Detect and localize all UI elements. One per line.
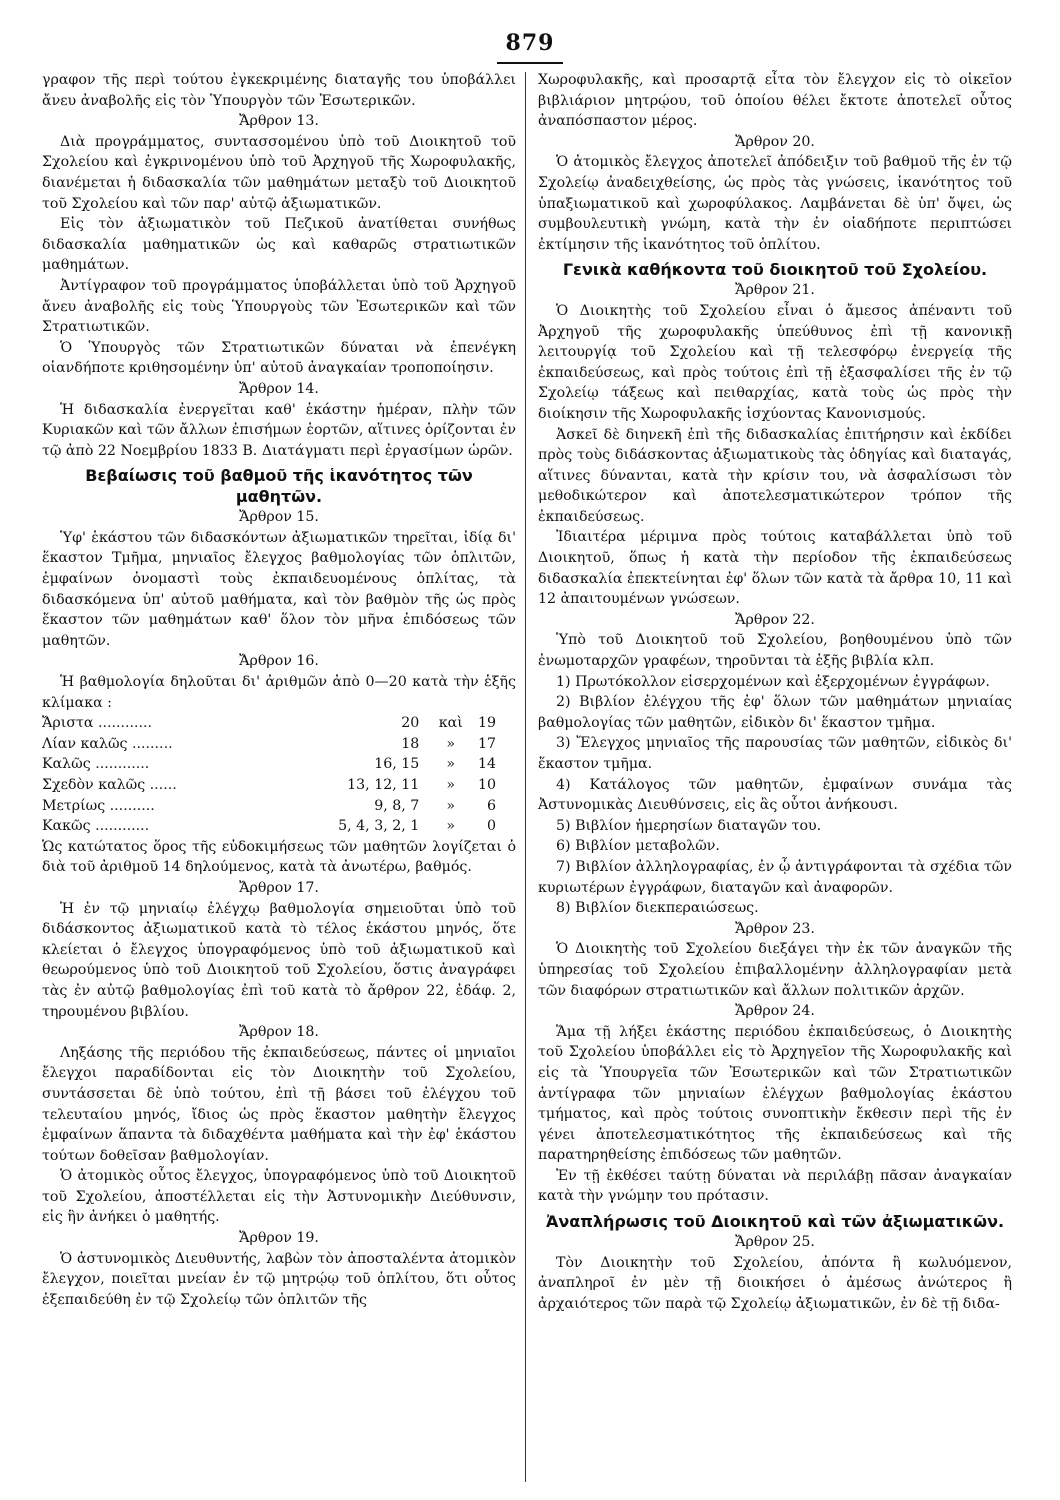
grade-label: Μετρίως .......... (42, 797, 155, 814)
grade-values: 5, 4, 3, 2, 1 (338, 818, 420, 835)
paragraph: Ἀντίγραφον τοῦ προγράμματος ὑποβάλλεται ὑπὸ τοῦ Ἀρχηγοῦ ἄνευ ἀναβολῆς εἰς τοὺς Ὑπουργοὺς τῶν Ἐσωτερικῶν καὶ τῶν Στρατιωτικῶν. (42, 277, 516, 336)
paragraph: γραφον τῆς περὶ τούτου ἐγκεκριμένης διαταγῆς του ὑποβάλλει ἄνευ ἀναβολῆς εἰς τὸν Ὑπουργὸν τῶν Ἐσωτερικῶν. (42, 72, 516, 109)
column-divider (525, 72, 526, 1482)
page-number-rule (497, 62, 563, 64)
article-heading: Ἄρθρον 23. (735, 920, 815, 937)
grade-label: Κακῶς ............ (42, 818, 150, 835)
grading-scale-row (42, 754, 516, 775)
grade-end: 0 (486, 818, 496, 835)
article-heading: Ἄρθρον 18. (239, 1024, 319, 1041)
list-item: 6) Βιβλίον μεταβολῶν. (556, 838, 720, 855)
grading-scale-row (42, 796, 516, 817)
grade-label: Ἄριστα ............ (42, 715, 153, 732)
paragraph: Ὁ ἀτομικὸς οὗτος ἔλεγχος, ὑπογραφόμενος ὑπὸ τοῦ Διοικητοῦ τοῦ Σχολείου, ἀποστέλλεται εἰς τὴν Ἀστυνομικὴν Διεύθυνσιν, εἰς ἣν ἀνήκει ὁ μαθητής. (42, 1168, 516, 1226)
grade-end: 19 (477, 715, 496, 732)
grade-end: 17 (477, 735, 496, 752)
list-item: 2) Βιβλίον ἐλέγχου τῆς ἐφ' ὅλων τῶν μαθημάτων μηνιαίας βαθμολογίας τῶν μαθητῶν, εἰδικὸν δι' ἕκαστον τμῆμα. (538, 694, 1012, 731)
list-item: 3) Ἔλεγχος μηνιαῖος τῆς παρουσίας τῶν μαθητῶν, εἰδικὸς δι' ἕκαστον τμῆμα. (538, 735, 1012, 772)
article-heading: Ἄρθρον 13. (239, 113, 319, 130)
grade-separator: » (446, 756, 456, 773)
grade-values: 20 (401, 715, 420, 732)
grade-values: 18 (401, 735, 420, 752)
grading-scale-row (42, 775, 516, 796)
grade-values: 9, 8, 7 (374, 797, 420, 814)
article-heading: Ἄρθρον 25. (735, 1234, 815, 1251)
paragraph: Ἐν τῇ ἐκθέσει ταύτῃ δύναται νὰ περιλάβῃ πᾶσαν ἀναγκαίαν κατὰ τὴν γνώμην του πρότασιν. (538, 1167, 1012, 1205)
article-heading: Ἄρθρον 16. (239, 653, 319, 670)
paragraph: Ὁ Διοικητὴς τοῦ Σχολείου διεξάγει τὴν ἐκ τῶν ἀναγκῶν τῆς ὑπηρεσίας τοῦ Σχολείου ἐπιβαλλομένην ἀλληλογραφίαν μετὰ τῶν διαφόρων στρατιωτικῶν καὶ ἄλλων πολιτικῶν ἀρχῶν. (538, 941, 1012, 999)
grade-separator: » (446, 797, 456, 814)
grade-end: 6 (486, 797, 496, 814)
paragraph: Ὡς κατώτατος ὅρος τῆς εὐδοκιμήσεως τῶν μαθητῶν λογίζεται ὁ διὰ τοῦ ἀριθμοῦ 14 δηλούμενος, κατὰ τὰ ἀνωτέρω, βαθμός. (42, 838, 516, 876)
article-heading: Ἄρθρον 20. (735, 133, 815, 150)
article-heading: Ἄρθρον 22. (735, 611, 815, 628)
grade-label: Καλῶς ............ (42, 756, 150, 773)
grade-separator: καὶ (438, 715, 463, 732)
paragraph: Ὁ ἀστυνομικὸς Διευθυντής, λαβὼν τὸν ἀποσταλέντα ἀτομικὸν ἔλεγχον, ποιεῖται μνείαν ἐν τῷ μητρῴῳ τοῦ ὁπλίτου, ὅτι οὗτος ἐξεπαιδεύθη ἐν τῷ Σχολείῳ τῶν ὁπλιτῶν τῆς (42, 1250, 516, 1308)
article-heading: Ἄρθρον 24. (735, 1003, 815, 1020)
paragraph: Ἡ ἐν τῷ μηνιαίῳ ἐλέγχῳ βαθμολογία σημειοῦται ὑπὸ τοῦ διδάσκοντος ἀξιωματικοῦ κατὰ τὸ τέλος ἑκάστου μηνός, ὅτε κλείεται ὁ ἔλεγχος ὑπογραφόμενος ὑπὸ τοῦ ἀξιωματικοῦ καὶ θεωρούμενος ὑπὸ τοῦ Διοικητοῦ τοῦ Σχολείου, ὅστις ἀναγράφει τὰς ἐν αὐτῷ βαθμολογίας ἐπὶ τοῦ κατὰ τὸ ἄρθρον 22, ἐδάφ. 2, τηρουμένου βιβλίου. (42, 900, 516, 1020)
paragraph: Ὑπὸ τοῦ Διοικητοῦ τοῦ Σχολείου, βοηθουμένου ὑπὸ τῶν ἐνωμοταρχῶν γραφέων, τηροῦνται τὰ ἑξῆς βιβλία κλπ. (538, 632, 1012, 670)
paragraph: Ἡ βαθμολογία δηλοῦται δι' ἀριθμῶν ἀπὸ 0—20 κατὰ τὴν ἑξῆς κλίμακα : (42, 674, 516, 711)
paragraph: Ἅμα τῇ λήξει ἑκάστης περιόδου ἐκπαιδεύσεως, ὁ Διοικητὴς τοῦ Σχολείου ὑποβάλλει εἰς τὸ Ἀρχηγεῖον τῆς Χωροφυλακῆς καὶ εἰς τὰ Ὑπουργεῖα τῶν Ἐσωτερικῶν καὶ τῶν Στρατιωτικῶν ἀντίγραφα τῶν μηνιαίων ἐλέγχων βαθμολογίας ἑκάστου τμήματος, καὶ πρὸς τούτοις συνοπτικὴν ἔκθεσιν περὶ τῆς ἐν γένει ἀποτελεσματικότητος τῆς ἐκπαιδεύσεως καὶ τῆς παρατηρηθείσης ἐπιδόσεως τῶν μαθητῶν. (538, 1023, 1012, 1164)
article-heading: Ἄρθρον 19. (239, 1230, 319, 1247)
list-item: 1) Πρωτόκολλον εἰσερχομένων καὶ ἐξερχομένων ἐγγράφων. (556, 673, 990, 690)
paragraph: Ἰδιαιτέρα μέριμνα πρὸς τούτοις καταβάλλεται ὑπὸ τοῦ Διοικητοῦ, ὅπως ἡ κατὰ τὴν περίοδον τῆς ἐκπαιδεύσεως διδασκαλία ἐπεκτείνηται ἐφ' ὅλων τῶν κατὰ τὰ ἄρθρα 10, 11 καὶ 12 ἀπαιτουμένων γνώσεων. (538, 529, 1012, 608)
article-heading: Ἄρθρον 17. (239, 879, 319, 896)
grading-scale-row (42, 816, 516, 837)
paragraph: Ἡ διδασκαλία ἐνεργεῖται καθ' ἑκάστην ἡμέραν, πλὴν τῶν Κυριακῶν καὶ τῶν ἄλλων ἐπισήμων ἑορτῶν, αἵτινες ὁρίζονται ἐν τῷ ἀπὸ 22 Νοεμβρίου 1833 Β. Διατάγματι περὶ ἐργασίμων ὡρῶν. (42, 401, 516, 459)
paragraph: Τὸν Διοικητὴν τοῦ Σχολείου, ἀπόντα ἢ κωλυόμενον, ἀναπληροῖ ἐν μὲν τῇ διοικήσει ὁ ἀμέσως ἀνώτερος ἢ ἀρχαιότερος τῶν παρὰ τῷ Σχολείῳ ἀξιωματικῶν, ἐν δὲ τῇ διδα- (538, 1254, 1012, 1312)
paragraph: Διὰ προγράμματος, συντασσομένου ὑπὸ τοῦ Διοικητοῦ τοῦ Σχολείου καὶ ἐγκρινομένου ὑπὸ τοῦ Ἀρχηγοῦ τῆς Χωροφυλακῆς, διανέμεται ἡ διδασκαλία τῶν μαθημάτων μεταξὺ τοῦ Διοικητοῦ τοῦ Σχολείου καὶ τῶν παρ' αὐτῷ ἀξιωματικῶν. (42, 133, 516, 212)
paragraph: Ἀσκεῖ δὲ διηνεκῆ ἐπὶ τῆς διδασκαλίας ἐπιτήρησιν καὶ ἐκδίδει πρὸς τοὺς διδάσκοντας ἀξιωματικοὺς τὰς ὁδηγίας καὶ διαταγάς, αἵτινες δύνανται, κατὰ τὴν κρίσιν του, νὰ ἀσφαλίσωσι τὸν μεθοδικώτερον καὶ ἀποτελεσματικώτερον τρόπον τῆς ἐκπαιδεύσεως. (538, 426, 1012, 525)
section-heading: Ἀναπλήρωσις τοῦ Διοικητοῦ καὶ τῶν ἀξιωματικῶν. (545, 1212, 1005, 1232)
books-list (538, 672, 1012, 919)
list-item: 7) Βιβλίον ἀλληλογραφίας, ἐν ᾧ ἀντιγράφονται τὰ σχέδια τῶν κυριωτέρων ἐγγράφων, διαταγῶν καὶ ἀναφορῶν. (538, 858, 1012, 896)
paragraph: Ὁ ἀτομικὸς ἔλεγχος ἀποτελεῖ ἀπόδειξιν τοῦ βαθμοῦ τῆς ἐν τῷ Σχολείῳ ἀναδειχθείσης, ὡς πρὸς τὰς γνώσεις, ἱκανότητος τοῦ ὑπαξιωματικοῦ καὶ χωροφύλακος. Λαμβάνεται δὲ ὑπ' ὄψει, ὡς συμβουλευτικὴ γνώμη, κατὰ τὴν ἐν οἱαδήποτε περιπτώσει ἐκτίμησιν τῆς ἱκανότητος τοῦ ὁπλίτου. (538, 154, 1012, 253)
grade-values: 16, 15 (374, 756, 420, 773)
paragraph: Ὑφ' ἑκάστου τῶν διδασκόντων ἀξιωματικῶν τηρεῖται, ἰδίᾳ δι' ἕκαστον Τμῆμα, μηνιαῖος ἔλεγχος βαθμολογίας τῶν ὁπλιτῶν, ἐμφαίνων ὀνομαστὶ τοὺς ἐκπαιδευομένους ὁπλίτας, τὰ διδασκόμενα ὑπ' αὐτοῦ μαθήματα, καὶ τὸν βαθμὸν τῆς ὡς πρὸς ἕκαστον τῶν μαθημάτων καθ' ὅλον τὸν μῆνα ἐπιδόσεως τῶν μαθητῶν. (42, 529, 516, 649)
page-number: 879 (505, 30, 555, 56)
article-heading: Ἄρθρον 21. (735, 282, 815, 299)
list-item: 5) Βιβλίον ἡμερησίων διαταγῶν του. (556, 817, 822, 834)
grade-end: 10 (477, 777, 496, 793)
article-heading: Ἄρθρον 14. (239, 380, 319, 397)
grade-values: 13, 12, 11 (347, 777, 420, 793)
grade-end: 14 (477, 756, 496, 773)
paragraph: Ληξάσης τῆς περιόδου τῆς ἐκπαιδεύσεως, πάντες οἱ μηνιαῖοι ἔλεγχοι παραδίδονται εἰς τὸν Διοικητὴν τοῦ Σχολείου, συντάσσεται δὲ ὑπὸ τούτου, ἐπὶ τῇ βάσει τοῦ ἐλέγχου τοῦ τελευταίου μηνός, ἴδιος ὡς πρὸς ἕκαστον μαθητὴν ἔλεγχος ἐμφαίνων ἅπαντα τὰ διδαχθέντα μαθήματα καὶ τὴν ἐφ' ἑκάστου τούτων δοθεῖσαν βαθμολογίαν. (42, 1044, 516, 1164)
article-heading: Ἄρθρον 15. (239, 509, 319, 526)
grading-scale-row (42, 734, 516, 755)
left-column (42, 70, 516, 1310)
paragraph: Εἰς τὸν ἀξιωματικὸν τοῦ Πεζικοῦ ἀνατίθεται συνήθως διδασκαλία μαθηματικῶν ὡς καὶ καθαρῶς στρατιωτικῶν μαθημάτων. (42, 216, 516, 274)
grading-scale-table (42, 713, 516, 837)
paragraph: Χωροφυλακῆς, καὶ προσαρτᾷ εἶτα τὸν ἔλεγχον εἰς τὸ οἰκεῖον βιβλιάριον μητρῴου, τοῦ ὁποίου θέλει ἔκτοτε ἀποτελεῖ οὗτος ἀναπόσπαστον μέρος. (538, 72, 1012, 130)
list-item: 4) Κατάλογος τῶν μαθητῶν, ἐμφαίνων συνάμα τὰς Ἀστυνομικὰς Διευθύνσεις, εἰς ἃς οὗτοι ἀνήκουσι. (538, 776, 1012, 814)
section-heading: Γενικὰ καθήκοντα τοῦ διοικητοῦ τοῦ Σχολείου. (562, 260, 988, 280)
right-column (538, 70, 1012, 1314)
grade-separator: » (446, 735, 456, 752)
section-heading: Βεβαίωσις τοῦ βαθμοῦ τῆς ἱκανότητος τῶν μαθητῶν. (85, 466, 473, 507)
grade-separator: » (446, 777, 456, 793)
paragraph: Ὁ Διοικητὴς τοῦ Σχολείου εἶναι ὁ ἄμεσος ἀπέναντι τοῦ Ἀρχηγοῦ τῆς χωροφυλακῆς ὑπεύθυνος ἐπὶ τῇ κανονικῇ λειτουργίᾳ τοῦ Σχολείου καὶ τῇ τελεσφόρῳ ἐνεργείᾳ τῆς ἐκπαιδεύσεως, καὶ πρὸς τούτοις ἐπὶ τῇ ἐξασφαλίσει τῆς ἐν τῷ Σχολείῳ τάξεως καὶ πειθαρχίας, κατὰ τοὺς ὡς πρὸς τὴν διοίκησιν τῆς Χωροφυλακῆς ἰσχύοντας Κανονισμούς. (538, 302, 1012, 422)
paragraph: Ὁ Ὑπουργὸς τῶν Στρατιωτικῶν δύναται νὰ ἐπενέγκη οἱανδήποτε κριθησομένην ὑπ' αὐτοῦ ἀναγκαίαν τροποποίησιν. (42, 339, 516, 377)
list-item: 8) Βιβλίον διεκπεραιώσεως. (556, 900, 759, 917)
grading-scale-row (42, 713, 516, 734)
grade-label: Σχεδὸν καλῶς ...... (42, 777, 177, 793)
grade-separator: » (446, 818, 456, 835)
grade-label: Λίαν καλῶς ......... (42, 735, 173, 752)
